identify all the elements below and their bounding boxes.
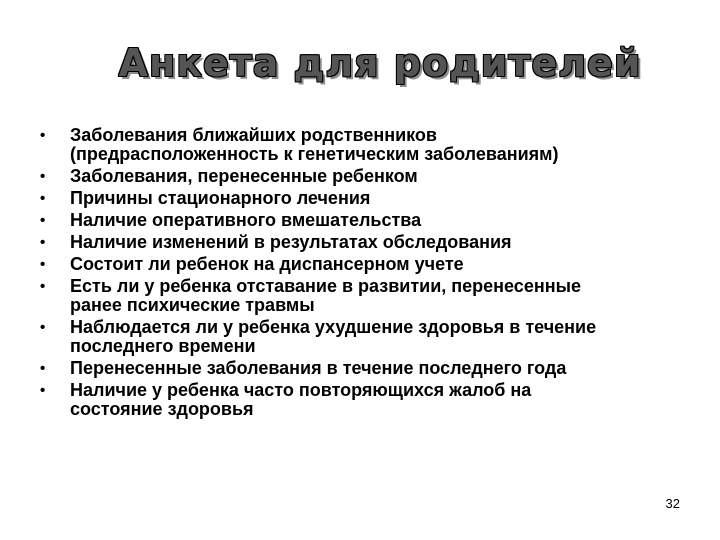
bullet-text-line: Перенесенные заболевания в течение последнего года — [70, 358, 567, 378]
page-number: 32 — [665, 496, 680, 511]
bullet-item — [40, 233, 680, 252]
bullet-text-line: Наличие оперативного вмешательства — [70, 210, 422, 230]
bullet-item — [40, 255, 680, 274]
bullet-dot-icon: • — [40, 256, 46, 273]
bullet-text-line: Заболевания ближайших родственников — [70, 125, 437, 145]
bullet-dot-icon: • — [40, 234, 46, 251]
bullet-text-line: Причины стационарного лечения — [70, 188, 371, 208]
bullet-item — [40, 126, 680, 164]
bullet-text-line: Наличие изменений в результатах обследования — [70, 232, 512, 252]
bullet-text-line: Наблюдается ли у ребенка ухудшение здоровья в течение — [70, 317, 597, 337]
bullet-dot-icon: • — [40, 319, 46, 336]
bullet-text-line: последнего времени — [70, 336, 256, 356]
bullet-text-line: Состоит ли ребенок на диспансерном учете — [70, 254, 464, 274]
bullet-text-line: состояние здоровья — [70, 399, 254, 419]
bullet-text-line: (предрасположенность к генетическим заболеваниям) — [70, 144, 559, 164]
bullet-item — [40, 359, 680, 378]
bullet-text-line: ранее психические травмы — [70, 295, 315, 315]
bullet-dot-icon: • — [40, 190, 46, 207]
bullet-dot-icon: • — [40, 278, 46, 295]
bullet-item — [40, 277, 680, 315]
bullet-dot-icon: • — [40, 360, 46, 377]
bullet-item — [40, 189, 680, 208]
bullet-item — [40, 381, 680, 419]
bullet-item — [40, 211, 680, 230]
bullet-dot-icon: • — [40, 168, 46, 185]
bullet-dot-icon: • — [40, 382, 46, 399]
bullet-item — [40, 167, 680, 186]
bullet-list — [40, 126, 680, 422]
bullet-item — [40, 318, 680, 356]
bullet-text-line: Есть ли у ребенка отставание в развитии, перенесенные — [70, 276, 581, 296]
bullet-dot-icon: • — [40, 127, 46, 144]
slide-title: Анкета для родителей — [118, 41, 642, 85]
bullet-text-line: Наличие у ребенка часто повторяющихся жалоб на — [70, 380, 532, 400]
bullet-text-line: Заболевания, перенесенные ребенком — [70, 166, 418, 186]
bullet-dot-icon: • — [40, 212, 46, 229]
